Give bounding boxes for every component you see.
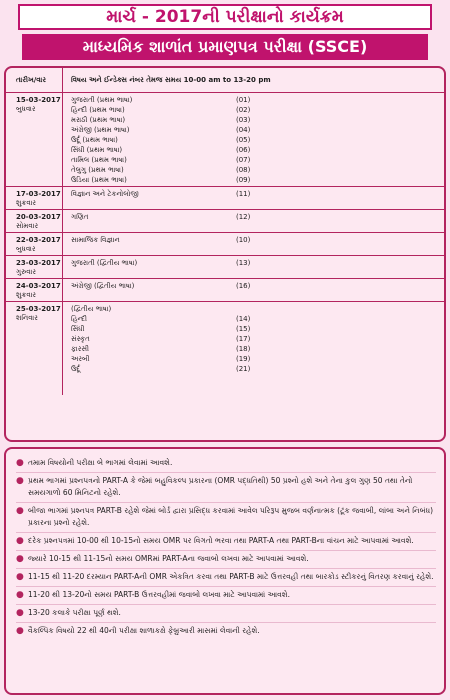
subject-name: (દ્વિતીય ભાષા) (71, 304, 112, 313)
subject-name: સિંધી (71, 324, 85, 333)
note-text: પ્રથમ ભાગમાં પ્રશ્નપત્રનો PART-A કે જેમાં બહુવિકલ્પ પ્રકારના (OMR પદ્ધતિથી) 50 પ્રશ્નો હશે અને તેના કુલ ગુણ 50 તથા તેનો સમયગાળો 60 મિનિટનો રહેશે. (28, 476, 413, 497)
subject-line (71, 354, 444, 364)
subject-name: સિંધી (પ્રથમ ભાષા) (71, 145, 123, 154)
day-text: ગુરુવાર (16, 268, 36, 276)
subject-name: અંગ્રેજી (દ્વિતીય ભાષા) (71, 281, 135, 290)
subject-line (71, 212, 444, 222)
note-text: તમામ વિષયોની પરીક્ષા બે ભાગમાં લેવામાં આવશે. (28, 458, 173, 467)
row-date (6, 302, 62, 395)
row-date (6, 256, 62, 278)
table-header (6, 68, 444, 93)
subject-code: (21) (236, 365, 251, 373)
note-item (16, 551, 436, 569)
subject-name: વિજ્ઞાન અને ટેકનોલોજી (71, 189, 139, 198)
table-row (6, 256, 444, 279)
day-text: શનિવાર (16, 314, 38, 322)
subject-code: (05) (236, 136, 251, 144)
note-item (16, 503, 436, 533)
note-text: બીજા ભાગમાં પ્રશ્નપત્ર PART-B રહેશે જેમાં બોર્ડ દ્વારા પ્રસિદ્ધ કરવામાં આવેલ પરિરૂપ મુજબ વર્ણનાત્મક (ટૂંક જવાબી, લાંબા અને નિબંધ) પ્રકારના પ્રશ્નો રહેશે. (28, 506, 434, 527)
subject-code: (10) (236, 236, 251, 244)
subject-code: (19) (236, 355, 251, 363)
row-date (6, 187, 62, 209)
table-row (6, 302, 444, 395)
subject-name: અંગ્રેજી (પ્રથમ ભાષા) (71, 125, 130, 134)
bullet-icon: ● (16, 536, 24, 546)
day-text: સોમવાર (16, 222, 39, 230)
row-subjects (62, 187, 444, 209)
subject-code: (03) (236, 116, 251, 124)
date-text: 24-03-2017 (16, 282, 61, 290)
subject-line (71, 105, 444, 115)
subject-line (71, 115, 444, 125)
note-item (16, 605, 436, 623)
row-date (6, 279, 62, 301)
bullet-icon: ● (16, 590, 24, 600)
note-text: દરેક પ્રશ્નપત્રમાં 10-00 થી 10-15નો સમય OMR પર વિગતો ભરવા તથા PART-A તથા PART-Bના વાંચન માટે આપવામાં આવશે. (28, 536, 414, 545)
subject-name: તામિલ (પ્રથમ ભાષા) (71, 155, 127, 164)
subject-code: (01) (236, 96, 251, 104)
row-date (6, 233, 62, 255)
note-item (16, 455, 436, 473)
bullet-icon: ● (16, 458, 24, 468)
row-date (6, 93, 62, 186)
subject-name: અરબી (71, 354, 90, 363)
note-item (16, 587, 436, 605)
note-text: જ્યારે 10-15 થી 11-15નો સમય OMRમાં PART-Aના જવાબો લખવા માટે આપવામાં આવશે. (28, 554, 309, 563)
subject-code: (02) (236, 106, 251, 114)
subject-line (71, 324, 444, 334)
day-text: શુક્રવાર (16, 291, 37, 299)
instructions-list (4, 447, 446, 695)
subject-name: મરાઠી (પ્રથમ ભાષા) (71, 115, 126, 124)
note-item (16, 569, 436, 587)
subject-code: (09) (236, 176, 251, 184)
date-text: 20-03-2017 (16, 213, 61, 221)
subject-name: ગુજરાતી (દ્વિતીય ભાષા) (71, 258, 138, 267)
day-text: બુધવાર (16, 245, 36, 253)
date-text: 22-03-2017 (16, 236, 61, 244)
subject-code: (13) (236, 259, 251, 267)
date-text: 15-03-2017 (16, 96, 61, 104)
note-text: 11-15 થી 11-20 દરમ્યાન PART-Aની OMR એકત્રિત કરવા તથા PART-B માટે ઉત્તરવહી તથા બારકોડ સ્ટીકરનું વિતરણ કરવાનું રહેશે. (28, 572, 434, 581)
subject-code: (12) (236, 213, 251, 221)
table-row (6, 233, 444, 256)
note-text: વૈકલ્પિક વિષયો 22 થી 40ની પરીક્ષા શાળાકક્ષે ફેબ્રુઆરી માસમાં લેવાની રહેશે. (28, 626, 260, 635)
day-text: બુધવાર (16, 105, 36, 113)
bullet-icon: ● (16, 554, 24, 564)
table-row (6, 93, 444, 187)
note-item (16, 623, 436, 640)
subject-name: ઉર્દૂ (71, 364, 81, 373)
subject-line (71, 125, 444, 135)
subject-name: હિન્દી (પ્રથમ ભાષા) (71, 105, 125, 114)
note-item (16, 473, 436, 503)
row-subjects (62, 210, 444, 232)
header-date: તારીખ/વાર (16, 75, 46, 84)
subject-line (71, 165, 444, 175)
schedule-table (4, 66, 446, 442)
subject-name: ફારસી (71, 344, 90, 353)
row-date (6, 210, 62, 232)
subject-line (71, 189, 444, 199)
note-text: 13-20 કલાકે પરીક્ષા પૂર્ણ થશે. (28, 608, 121, 617)
subject-line (71, 364, 444, 374)
subject-name: તેલુગુ (પ્રથમ ભાષા) (71, 165, 124, 174)
day-text: શુક્રવાર (16, 199, 37, 207)
subject-code: (15) (236, 325, 251, 333)
subject-line (71, 155, 444, 165)
subject-code: (18) (236, 345, 251, 353)
header-subject: વિષય અને ઈન્ડેક્સ નંબર તેમજ સમય 10-00 am to 13-20 pm (62, 68, 444, 92)
note-text: 11-20 થી 13-20નો સમય PART-B ઉત્તરવહીમાં જવાબો લખવા માટે આપવામાં આવશે. (28, 590, 290, 599)
subject-code: (17) (236, 335, 251, 343)
bullet-icon: ● (16, 572, 24, 582)
subject-line (71, 258, 444, 268)
subject-line (71, 175, 444, 185)
date-text: 17-03-2017 (16, 190, 61, 198)
subject-line (71, 304, 444, 314)
subject-name: ઉડિયા (પ્રથમ ભાષા) (71, 175, 127, 184)
row-subjects (62, 233, 444, 255)
subject-code: (16) (236, 282, 251, 290)
subject-code: (11) (236, 190, 251, 198)
table-row (6, 210, 444, 233)
subject-line (71, 344, 444, 354)
subject-code: (07) (236, 156, 251, 164)
note-item (16, 533, 436, 551)
subject-name: ગણિત (71, 212, 89, 221)
subject-code: (04) (236, 126, 251, 134)
date-text: 25-03-2017 (16, 305, 61, 313)
subject-line (71, 135, 444, 145)
table-row (6, 279, 444, 302)
subject-name: સામાજિક વિજ્ઞાન (71, 235, 120, 244)
row-subjects (62, 256, 444, 278)
subject-name: સંસ્કૃત (71, 334, 90, 343)
subject-line (71, 145, 444, 155)
subject-name: ઉર્દૂ (પ્રથમ ભાષા) (71, 135, 118, 144)
bullet-icon: ● (16, 626, 24, 636)
bullet-icon: ● (16, 476, 24, 486)
table-row (6, 187, 444, 210)
bullet-icon: ● (16, 506, 24, 516)
bullet-icon: ● (16, 608, 24, 618)
page-title: માર્ચ - 2017ની પરીક્ષાનો કાર્યક્રમ (18, 4, 432, 30)
subject-code: (14) (236, 315, 251, 323)
subject-line (71, 334, 444, 344)
row-subjects (62, 93, 444, 186)
subject-name: ગુજરાતી (પ્રથમ ભાષા) (71, 95, 133, 104)
subject-line (71, 95, 444, 105)
subject-line (71, 235, 444, 245)
subject-line (71, 314, 444, 324)
row-subjects (62, 279, 444, 301)
row-subjects (62, 302, 444, 395)
subject-code: (08) (236, 166, 251, 174)
subject-name: હિન્દી (71, 314, 87, 323)
subject-line (71, 281, 444, 291)
subject-code: (06) (236, 146, 251, 154)
exam-subtitle: માધ્યમિક શાળાંત પ્રમાણપત્ર પરીક્ષા (SSCE) (22, 34, 428, 60)
date-text: 23-03-2017 (16, 259, 61, 267)
